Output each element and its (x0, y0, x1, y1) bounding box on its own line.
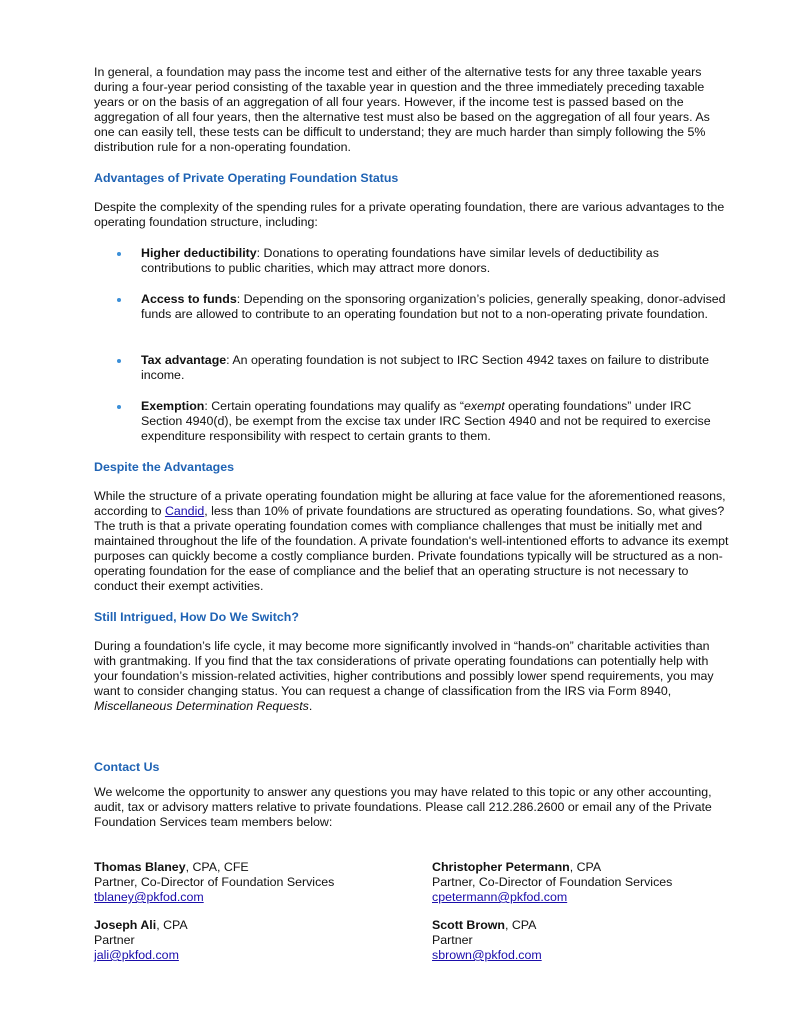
list-item-text: : An operating foundation is not subject to IRC Section 4942 taxes on failure to distribute income. (141, 353, 710, 382)
bullet-icon (117, 298, 121, 302)
contact-name: Thomas Blaney (94, 860, 186, 874)
contact-card (432, 918, 732, 963)
contact-credentials: , CPA, CFE (185, 860, 249, 874)
form-title: Miscellaneous Determination Requests (94, 699, 309, 713)
despite-text: , less than 10% of private foundations are structured as operating foundations. So, what gives? The truth is that a private operating foundation comes with compliance challenges that must be initially met and maintained throughout the life of the foundation. A private foundation's well-intentioned efforts to advance its exempt purposes can quickly become a costly compliance burden. Private foundations typically will be structured as a non-operating foundation for the ease of compliance and the belief that an operating structure is not necessary to conduct their exempt activities. (94, 504, 729, 593)
contact-title: Partner, Co-Director of Foundation Services (432, 875, 673, 889)
list-item-italic: exempt (464, 399, 505, 413)
contact-credentials: , CPA (569, 860, 602, 874)
list-item-text: : Donations to operating foundations have similar levels of deductibility as contributions to public charities, which may attract more donors. (141, 246, 659, 275)
despite-paragraph (94, 489, 730, 594)
despite-text: While the structure of a private operating foundation might be alluring at face value for the aforementioned reasons, according to (94, 489, 726, 518)
advantages-heading: Advantages of Private Operating Foundation Status (94, 171, 399, 185)
contact-email-link[interactable]: cpetermann@pkfod.com (432, 890, 568, 904)
switch-text: . (308, 699, 313, 713)
contact-title: Partner (432, 933, 473, 947)
list-item-text: operating foundations” under IRC Section 4940(d), be exempt from the excise tax under IRC Section 4940 and not be required to exercise expenditure responsibility with respect to certain grants to them. (141, 399, 711, 443)
contact-name: Scott Brown (432, 918, 505, 932)
bullet-icon (117, 359, 121, 363)
list-item (141, 246, 729, 276)
contact-title: Partner (94, 933, 135, 947)
switch-text: During a foundation’s life cycle, it may become more significantly involved in “hands-on” charitable activities than with grantmaking. If you find that the tax considerations of private operating foundations can potentially help with your foundation’s mission-related activities, higher contributions and possibly lower spend requirements, you may want to consider changing status. You can request a change of classification from the IRS via Form 8940, (94, 639, 714, 698)
list-item-term: Higher deductibility (141, 246, 257, 260)
contact-email-link[interactable]: jali@pkfod.com (94, 948, 179, 962)
list-item-text: : Certain operating foundations may qualify as “ (204, 399, 465, 413)
contact-name: Christopher Petermann (432, 860, 570, 874)
contact-card (94, 918, 394, 963)
candid-link[interactable]: Candid (164, 504, 205, 518)
list-item (141, 292, 729, 322)
switch-heading: Still Intrigued, How Do We Switch? (94, 610, 299, 624)
contact-email-link[interactable]: tblaney@pkfod.com (94, 890, 204, 904)
contact-credentials: , CPA (156, 918, 188, 932)
contact-credentials: , CPA (504, 918, 537, 932)
advantages-intro: Despite the complexity of the spending rules for a private operating foundation, there are various advantages to the operating foundation structure, including: (94, 200, 725, 229)
list-item-term: Tax advantage (141, 353, 227, 367)
list-item-term: Exemption (141, 399, 205, 413)
contact-card (94, 860, 394, 905)
list-item (141, 399, 729, 444)
list-item-term: Access to funds (141, 292, 237, 306)
contact-card (432, 860, 732, 905)
contact-email-link[interactable]: sbrown@pkfod.com (432, 948, 542, 962)
switch-paragraph (94, 639, 730, 714)
bullet-icon (117, 252, 121, 256)
contact-paragraph: We welcome the opportunity to answer any questions you may have related to this topic or any other accounting, audit, tax or advisory matters relative to private foundations. Please call 212.286.2600 or email any of the Private Foundation Services team members below: (94, 785, 712, 829)
contact-heading: Contact Us (94, 760, 160, 774)
contact-title: Partner, Co-Director of Foundation Services (94, 875, 335, 889)
list-item (141, 353, 729, 383)
intro-paragraph: In general, a foundation may pass the income test and either of the alternative tests for any three taxable years during a four-year period consisting of the taxable year in question and the three immediately preceding taxable years or on the basis of an aggregation of all four years. However, if the income test is passed based on the aggregation of all four years, then the alternative test must also be based on the aggregation of all four years. As one can easily tell, these tests can be difficult to understand; they are much harder than simply following the 5% distribution rule for a non-operating foundation. (94, 65, 710, 154)
contact-name: Joseph Ali (94, 918, 157, 932)
despite-heading: Despite the Advantages (94, 460, 235, 474)
bullet-icon (117, 405, 121, 409)
list-item-text: : Depending on the sponsoring organization’s policies, generally speaking, donor-advised funds are allowed to contribute to an operating foundation but not to a non-operating private foundation. (141, 292, 726, 321)
